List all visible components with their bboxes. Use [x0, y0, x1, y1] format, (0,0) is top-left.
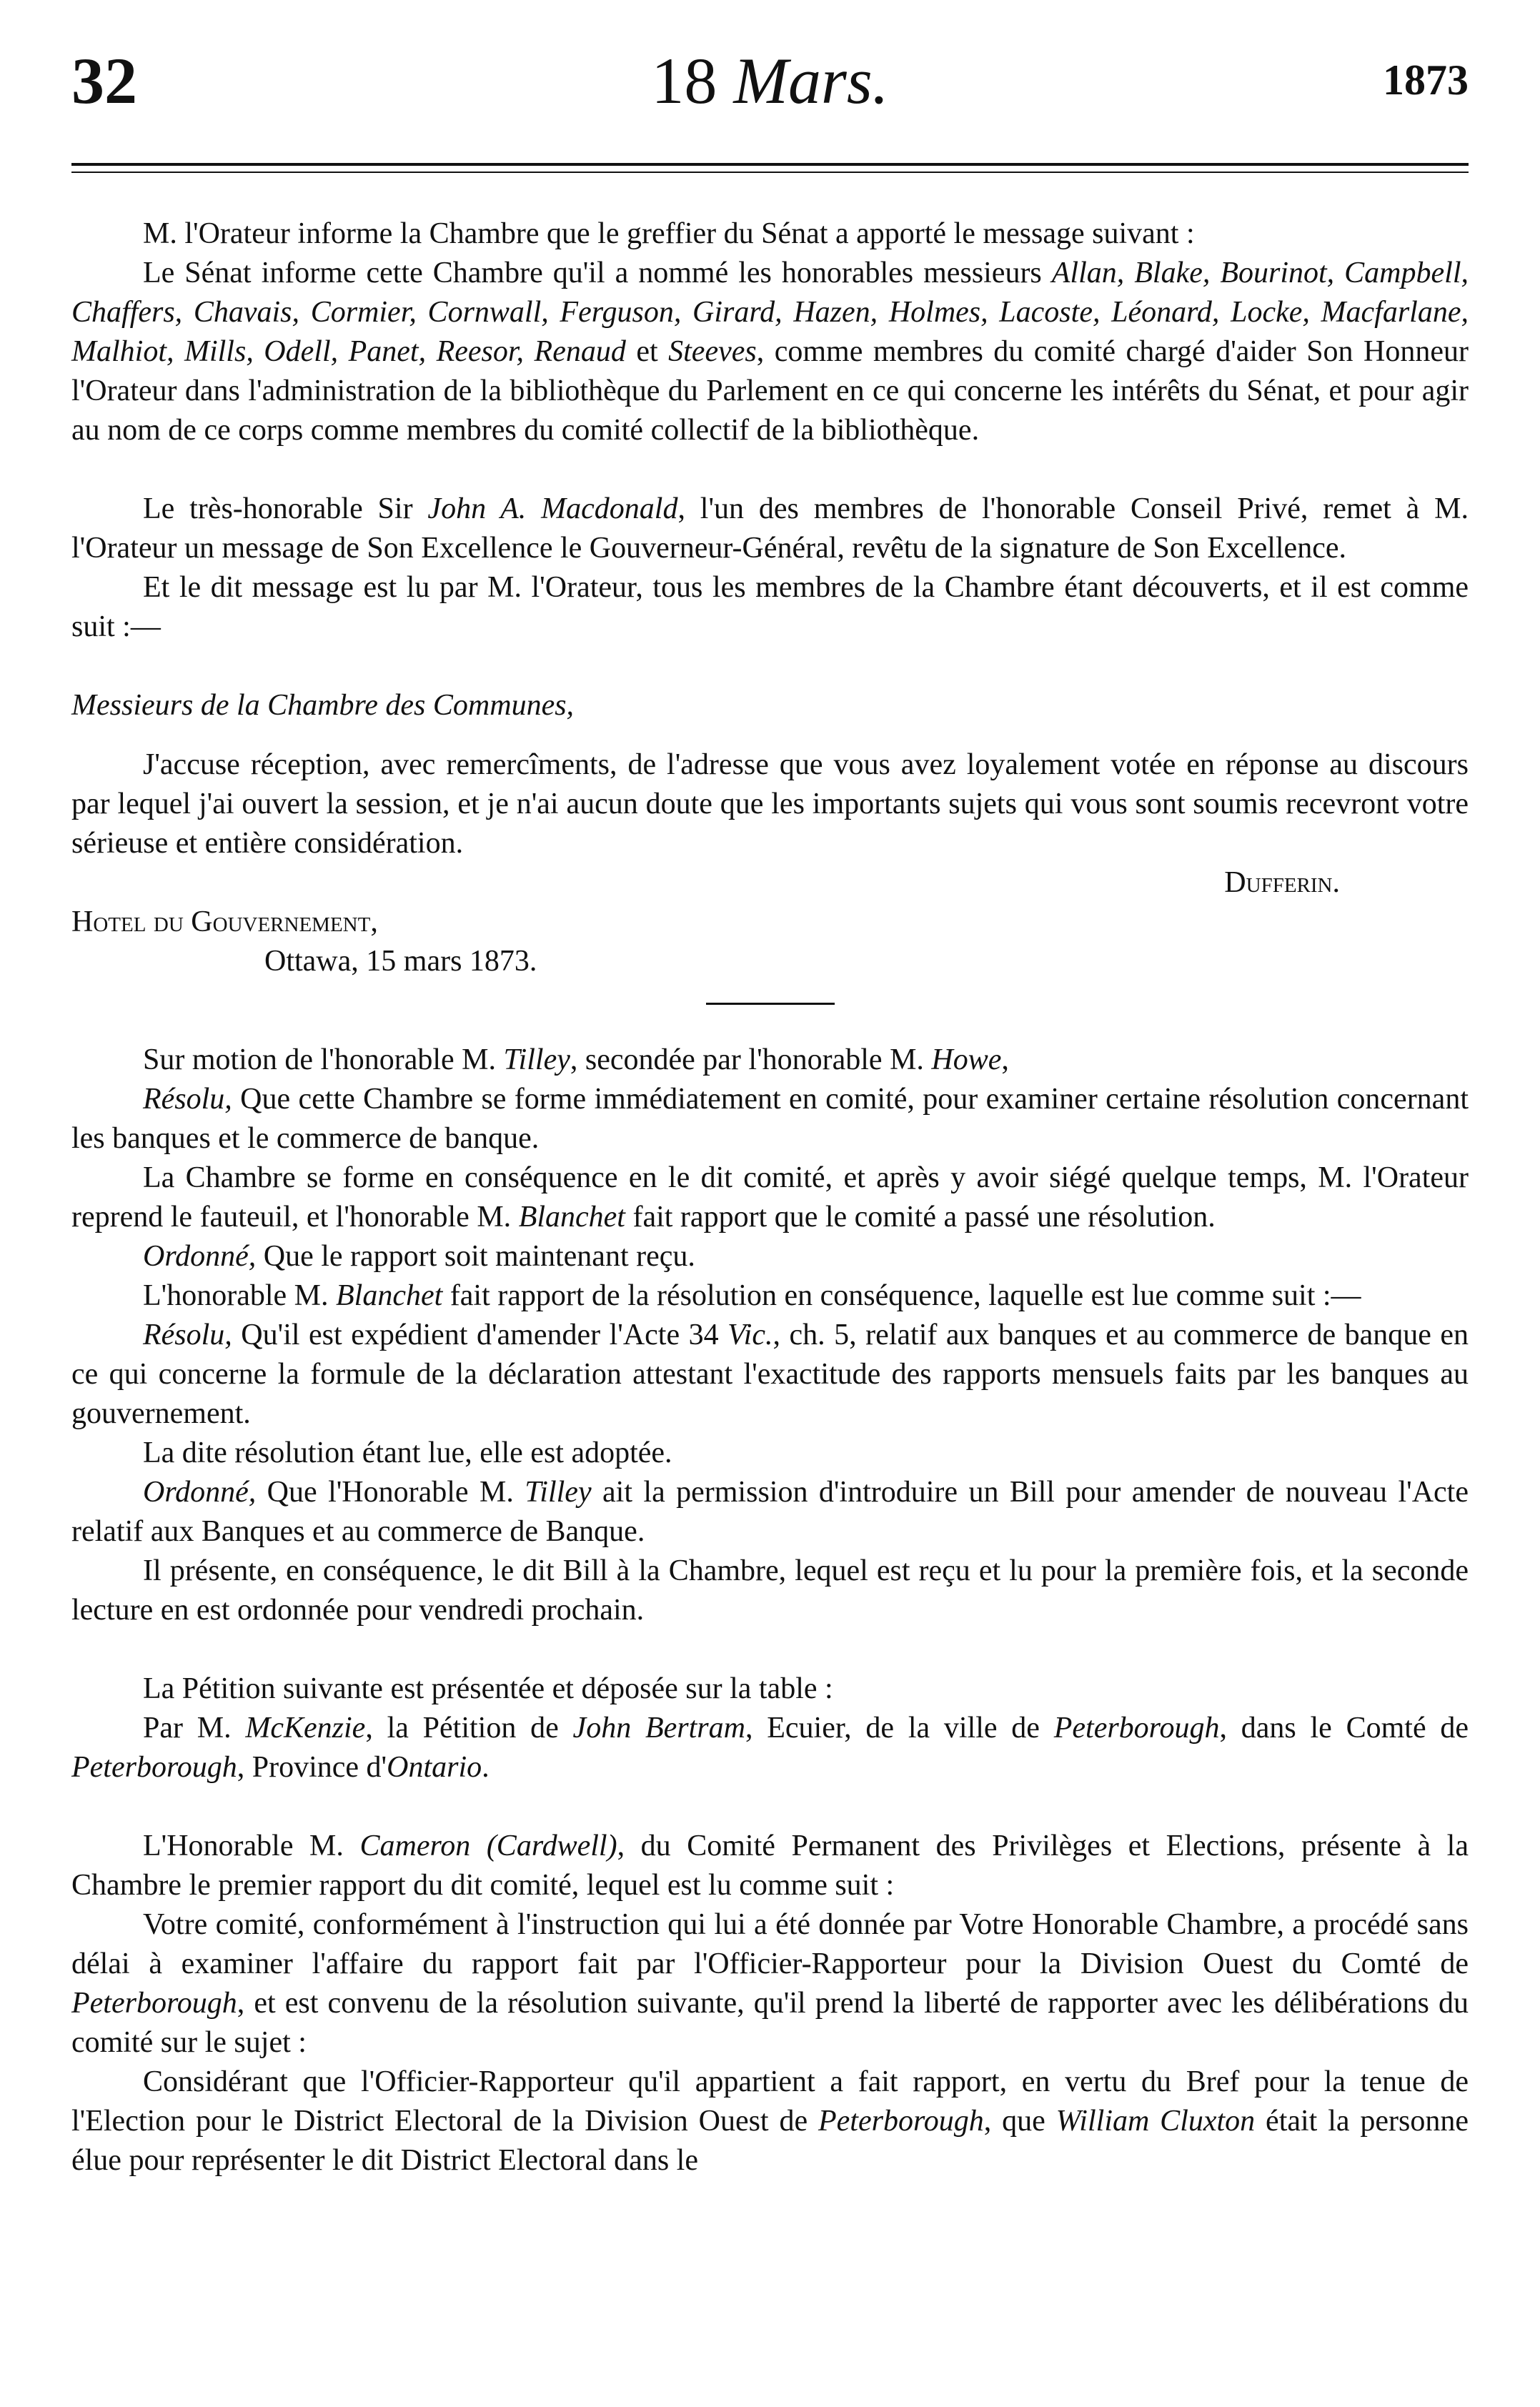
text: et — [625, 335, 669, 368]
paragraph-bill-presented — [71, 1552, 1469, 1630]
header-year: 1873 — [1383, 56, 1469, 104]
header-date — [71, 43, 1469, 119]
text: Il présente, en conséquence, le dit Bill à la Chambre, lequel est reçu et lu pour la première fois, et la seconde lecture en est ordonnée pour vendredi prochain. — [71, 1554, 1469, 1627]
paragraph-senate-message — [71, 214, 1469, 254]
paragraph-committee-sits — [71, 1158, 1469, 1237]
text: , comme membres du comité chargé d'aider Son Honneur l'Orateur dans l'administration de la bibliothèque du Parlement en ce qui concerne les intérêts du Sénat, et pour agir au nom de ce corps comme membres du comité collectif de la bibliothèque. — [71, 335, 1469, 447]
member-name: McKenzie — [245, 1712, 366, 1745]
text: , du Comité Permanent des Privilèges et Elections, présente à la Chambre le premier rapport du dit comité, lequel est lu comme suit : — [71, 1830, 1469, 1902]
paragraph-resolu-2 — [71, 1316, 1469, 1434]
paragraph-report — [71, 1276, 1469, 1316]
text: , et est convenu de la résolution suivante, qu'il prend la liberté de rapporter avec les délibérations du comité sur le sujet : — [71, 1987, 1469, 2059]
text: Par M. — [143, 1712, 246, 1745]
text: La Pétition suivante est présentée et déposée sur la table : — [143, 1672, 833, 1705]
text: fait rapport que le comité a passé une résolution. — [625, 1201, 1216, 1234]
text: Que l'Honorable M. — [256, 1476, 525, 1509]
text: J'accuse réception, avec remercîments, de l'adresse que vous avez loyalement votée en réponse au discours par lequel j'ai ouvert la session, et je n'ai aucun doute que les importants sujets qui vous sont soumis recevront votre sérieuse et entière considération. — [71, 748, 1469, 860]
place-name: Peterborough — [818, 2105, 984, 2138]
person-name: Blanchet — [336, 1279, 443, 1312]
header-rule — [71, 163, 1469, 166]
text: Que cette Chambre se forme immédiatement en comité, pour examiner certaine résolution concernant les banques et le commerce de banque. — [71, 1083, 1469, 1155]
label-resolu: Résolu, — [143, 1319, 232, 1351]
text: , dans le Comté de — [1219, 1712, 1469, 1745]
text: Considérant que l'Officier-Rapporteur qu'il appartient a fait rapport, en vertu du Bref pour la tenue de l'Election pour le District Electoral de la Division Ouest de — [71, 2065, 1469, 2138]
paragraph-ordonne-1 — [71, 1237, 1469, 1276]
place-name: Peterborough — [71, 1751, 237, 1784]
section-divider — [706, 1003, 835, 1005]
text: , Province d' — [237, 1751, 387, 1784]
person-name: Cameron (Cardwell) — [359, 1830, 617, 1862]
seconder-name: Howe — [931, 1043, 1002, 1076]
text: , la Pétition de — [365, 1712, 573, 1745]
text: Et le dit message est lu par M. l'Orateur, tous les membres de la Chambre étant découverts, et il est comme suit :— — [71, 571, 1469, 643]
person-name: William Cluxton — [1055, 2105, 1256, 2138]
text: Le très-honorable Sir — [143, 492, 428, 525]
act-abbrev: Vic. — [727, 1319, 773, 1351]
paragraph-motion — [71, 1041, 1469, 1080]
person-name: John A. Macdonald — [427, 492, 678, 525]
text: , secondée par l'honorable M. — [570, 1043, 932, 1076]
message-salutation — [71, 686, 1469, 725]
text: était la personne élue pour représenter le dit District Electoral dans le — [71, 2105, 1469, 2177]
senator-names: Allan, Blake, Bourinot, Campbell, Chaffers, Chavais, Cormier, Cornwall, Ferguson, Girard, Hazen, Holmes, Lacoste, Léonard, Locke, Macfarlane, Malhiot, Mills, Odell, Panet, Reesor, Renaud — [71, 257, 1469, 368]
text: Sur motion de l'honorable M. — [143, 1043, 504, 1076]
person-name: Blanchet — [518, 1201, 625, 1234]
text: M. l'Orateur informe la Chambre que le greffier du Sénat a apporté le message suivant : — [143, 217, 1195, 250]
paragraph-considerant — [71, 2063, 1469, 2180]
paragraph-petition-intro — [71, 1669, 1469, 1709]
place-name: Ontario — [387, 1751, 482, 1784]
text: fait rapport de la résolution en conséquence, laquelle est lue comme suit :— — [442, 1279, 1361, 1312]
page-number: 32 — [71, 44, 137, 117]
label-resolu: Résolu, — [143, 1083, 232, 1116]
text: Le Sénat informe cette Chambre qu'il a nommé les honorables messieurs — [143, 257, 1052, 289]
paragraph-petition — [71, 1709, 1469, 1787]
label-ordonne: Ordonné, — [143, 1476, 257, 1509]
text: ait la permission d'introduire un Bill pour amender de nouveau l'Acte relatif aux Banques et au commerce de Banque. — [71, 1476, 1469, 1548]
text: , Ecuier, de la ville de — [745, 1712, 1054, 1745]
paragraph-macdonald — [71, 490, 1469, 568]
text: , ch. 5, relatif aux banques et au commerce de banque en ce qui concerne la formule de la déclaration attestant l'exactitude des rapports mensuels faits par les banques au gouvernement. — [71, 1319, 1469, 1430]
text: Que le rapport soit maintenant reçu. — [256, 1240, 695, 1273]
paragraph-adopted — [71, 1434, 1469, 1473]
text: , l'un des membres de l'honorable Conseil Privé, remet à M. l'Orateur un message de Son Excellence le Gouverneur-Général, revêtu de la signature de Son Excellence. — [71, 492, 1469, 565]
page-header — [71, 43, 1469, 136]
header-month: Mars. — [733, 44, 889, 117]
place-name: Peterborough — [1053, 1712, 1220, 1745]
text: Qu'il est expédient d'amender l'Acte 34 — [232, 1319, 728, 1351]
label-ordonne: Ordonné, — [143, 1240, 257, 1273]
text: L'honorable M. — [143, 1279, 337, 1312]
mover-name: Tilley — [503, 1043, 570, 1076]
text: L'Honorable M. — [143, 1830, 360, 1862]
paragraph-resolu-1 — [71, 1080, 1469, 1158]
person-name: Tilley — [525, 1476, 592, 1509]
text: . — [482, 1751, 490, 1784]
paragraph-elections-committee — [71, 1827, 1469, 1905]
text: La dite résolution étant lue, elle est adoptée. — [143, 1436, 672, 1469]
paragraph-senate-committee — [71, 254, 1469, 450]
text: Votre comité, conformément à l'instruction qui lui a été donnée par Votre Honorable Chambre, a procédé sans délai à examiner l'affaire du rapport fait par l'Officier-Rapporteur pour la Division Ouest du Comté de — [71, 1908, 1469, 1980]
senator-name: Steeves — [668, 335, 757, 368]
paragraph-votre-comite — [71, 1905, 1469, 2063]
salutation: Messieurs de la Chambre des Communes, — [71, 689, 575, 722]
paragraph-message-read — [71, 568, 1469, 647]
message-place: Hotel du Gouvernement, — [71, 905, 378, 938]
paragraph-ordonne-2 — [71, 1473, 1469, 1552]
text: La Chambre se forme en conséquence en le dit comité, et après y avoir siégé quelque temps, M. l'Orateur reprend le fauteuil, et l'honorable M. — [71, 1161, 1469, 1234]
message-body — [71, 745, 1469, 863]
message-signature: Dufferin. — [1224, 866, 1340, 899]
text: , — [1001, 1043, 1009, 1076]
message-date: Ottawa, 15 mars 1873. — [264, 945, 537, 978]
header-rule-thin — [71, 172, 1469, 173]
petitioner-name: John Bertram — [572, 1712, 745, 1745]
text: , que — [983, 2105, 1056, 2138]
header-day: 18 — [651, 44, 717, 117]
page-body — [71, 214, 1469, 2180]
place-name: Peterborough — [71, 1987, 237, 2020]
